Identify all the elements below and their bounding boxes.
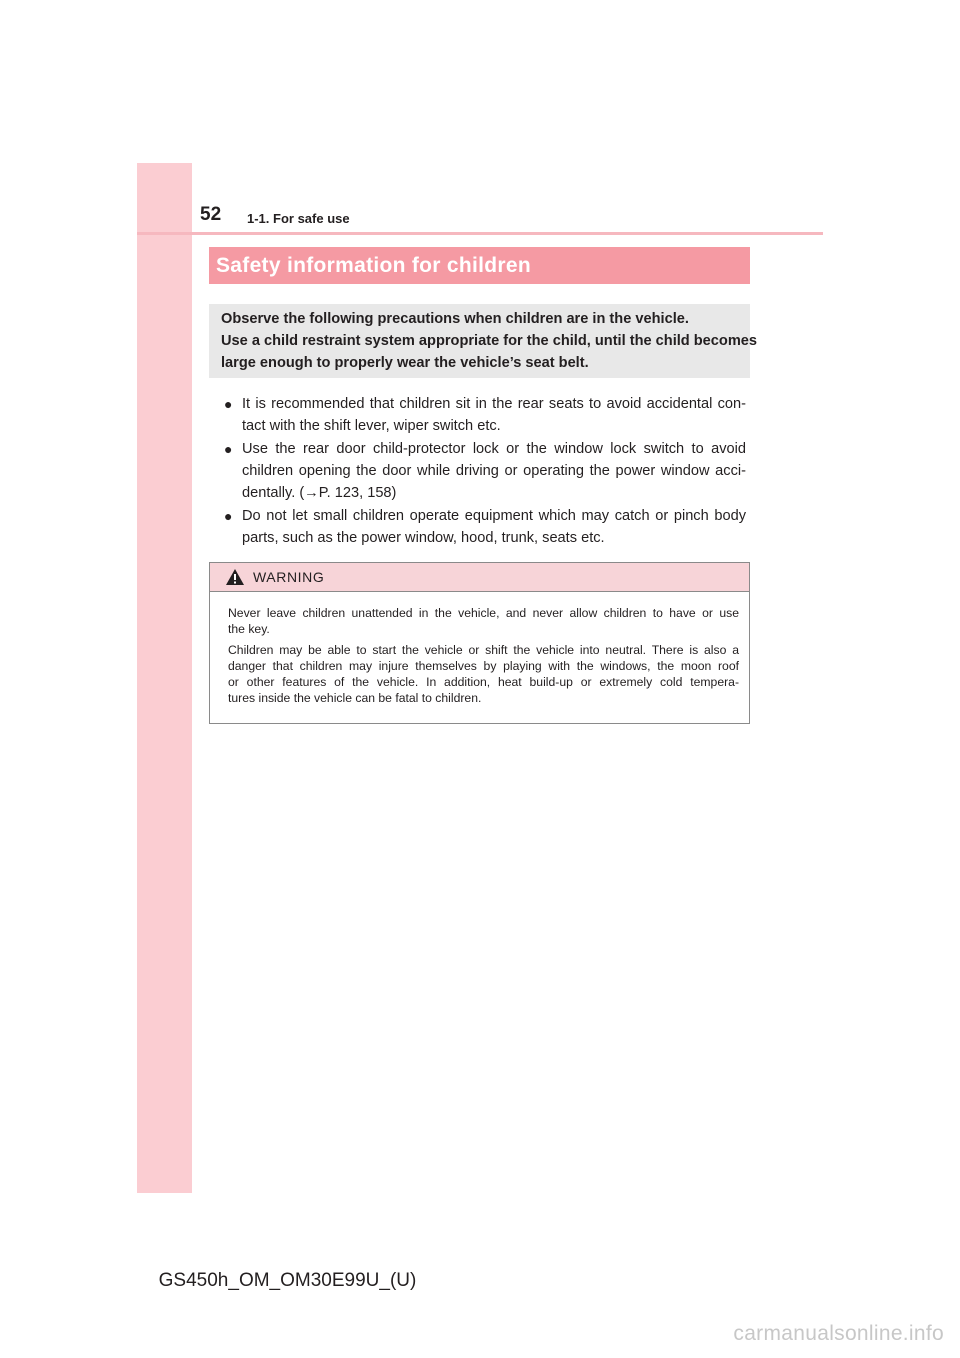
- warning-header: [210, 563, 749, 592]
- side-band: [137, 163, 192, 1193]
- warning-paragraph: [228, 605, 739, 638]
- warning-line: Children may be able to start the vehicle or shift the vehicle into neutral. There is also a: [228, 642, 739, 657]
- bullet-line: Use the rear door child-protector lock or the window lock switch to avoid: [242, 441, 746, 457]
- intro-line: Use a child restraint system appropriate for the child, until the child becomes: [221, 333, 758, 349]
- filled-circle-icon: ●: [224, 396, 233, 412]
- warning-line: danger that children may injure themselves by playing with the windows, the moon roof: [228, 658, 739, 673]
- warning-line: Never leave children unattended in the vehicle, and never allow children to have or use: [228, 606, 739, 620]
- section-name: 1-1. For safe use: [247, 211, 350, 226]
- bullet-line-page-ref: dentally. (→P. 123, 158): [242, 485, 397, 501]
- watermark: carmanualsonline.info: [733, 1322, 944, 1345]
- warning-triangle-icon: [225, 568, 245, 586]
- list-item: [224, 505, 746, 549]
- page-number: 52: [200, 204, 222, 225]
- intro-line: Observe the following precautions when children are in the vehicle.: [221, 311, 689, 327]
- bullet-line: It is recommended that children sit in the rear seats to avoid accidental con-: [242, 396, 746, 412]
- filled-circle-icon: ●: [224, 441, 233, 457]
- warning-line: tures inside the vehicle can be fatal to children.: [228, 691, 482, 706]
- section-title-bar: [209, 247, 750, 284]
- warning-label: WARNING: [253, 569, 325, 585]
- warning-body: [210, 592, 749, 707]
- warning-box: [209, 562, 750, 724]
- intro-line: large enough to properly wear the vehicle’s seat belt.: [221, 355, 589, 371]
- list-item: [224, 438, 746, 504]
- bullet-list: [224, 393, 746, 550]
- page-title: Safety information for children: [216, 253, 531, 277]
- list-item: [224, 393, 746, 437]
- filled-circle-icon: ●: [224, 508, 233, 524]
- bullet-line: tact with the shift lever, wiper switch etc.: [242, 418, 501, 434]
- bullet-line: parts, such as the power window, hood, trunk, seats etc.: [242, 530, 605, 546]
- warning-line: the key.: [228, 622, 270, 637]
- bullet-line: Do not let small children operate equipment which may catch or pinch body: [242, 508, 746, 524]
- document-code: GS450h_OM_OM30E99U_(U): [158, 1270, 417, 1291]
- intro-box: [209, 304, 758, 378]
- warning-line: or other features of the vehicle. In addition, heat build-up or extremely cold tempera-: [228, 675, 739, 690]
- warning-paragraph: [228, 642, 739, 707]
- header-rule: [137, 232, 823, 235]
- bullet-line: children opening the door while driving or operating the power window acci-: [242, 463, 746, 479]
